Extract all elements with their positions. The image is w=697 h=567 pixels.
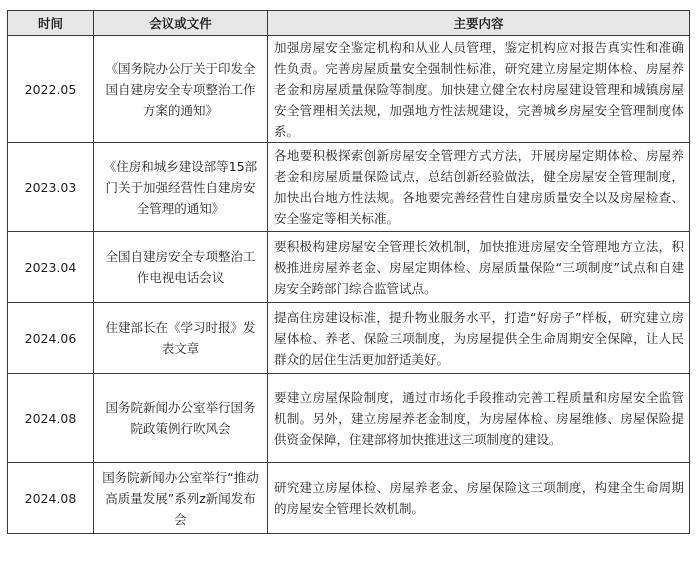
table-body	[8, 36, 690, 534]
row-doc: 《住房和城乡建设部等15部门关于加强经营性自建房安全管理的通知》	[94, 143, 268, 232]
policy-table-container	[7, 10, 689, 534]
table-row	[8, 463, 690, 534]
row-doc: 《国务院办公厅关于印发全国自建房安全专项整治工作方案的通知》	[94, 36, 268, 143]
header-row	[8, 11, 690, 36]
row-date: 2024.06	[8, 303, 94, 374]
row-content: 提高住房建设标准，提升物业服务水平，打造“好房子”样板，研究建立房屋体检、养老、保险三项制度，为房屋提供全生命周期安全保障，让人民群众的居住生活更加舒适美好。	[268, 303, 690, 374]
row-date: 2023.03	[8, 143, 94, 232]
policy-table	[7, 10, 690, 534]
table-row	[8, 36, 690, 143]
table-row	[8, 303, 690, 374]
row-content: 加强房屋安全鉴定机构和从业人员管理，鉴定机构应对报告真实性和准确性负责。完善房屋质量安全强制性标准，研究建立房屋定期体检、房屋养老金和房屋质量保险等制度。加快建立健全农村房屋建设管理和城镇房屋安全管理相关法规，加强地方性法规建设，完善城乡房屋安全管理制度体系。	[268, 36, 690, 143]
row-date: 2024.08	[8, 374, 94, 463]
row-date: 2024.08	[8, 463, 94, 534]
row-content: 研究建立房屋体检、房屋养老金、房屋保险这三项制度，构建全生命周期的房屋安全管理长效机制。	[268, 463, 690, 534]
header-doc: 会议或文件	[94, 11, 268, 36]
row-content: 要积极构建房屋安全管理长效机制，加快推进房屋安全管理地方立法，积极推进房屋养老金、房屋定期体检、房屋质量保险“三项制度”试点和自建房安全跨部门综合监管试点。	[268, 232, 690, 303]
table-row	[8, 374, 690, 463]
row-date: 2022.05	[8, 36, 94, 143]
row-content: 各地要积极探索创新房屋安全管理方式方法，开展房屋定期体检、房屋养老金和房屋质量保险试点，总结创新经验做法，健全房屋安全管理制度，加快出台地方性法规。各地要完善经营性自建房质量安全以及房屋检查、安全鉴定等相关标准。	[268, 143, 690, 232]
header-content: 主要内容	[268, 11, 690, 36]
row-doc: 国务院新闻办公室举行国务院政策例行吹风会	[94, 374, 268, 463]
header-time: 时间	[8, 11, 94, 36]
row-doc: 全国自建房安全专项整治工作电视电话会议	[94, 232, 268, 303]
table-row	[8, 232, 690, 303]
row-date: 2023.04	[8, 232, 94, 303]
row-doc: 住建部长在《学习时报》发表文章	[94, 303, 268, 374]
row-content: 要建立房屋保险制度，通过市场化手段推动完善工程质量和房屋安全监管机制。另外，建立房屋养老金制度，为房屋体检、房屋维修、房屋保险提供资金保障，住建部将加快推进这三项制度的建设。	[268, 374, 690, 463]
table-header	[8, 11, 690, 36]
row-doc: 国务院新闻办公室举行“推动高质量发展”系列z新闻发布会	[94, 463, 268, 534]
table-row	[8, 143, 690, 232]
